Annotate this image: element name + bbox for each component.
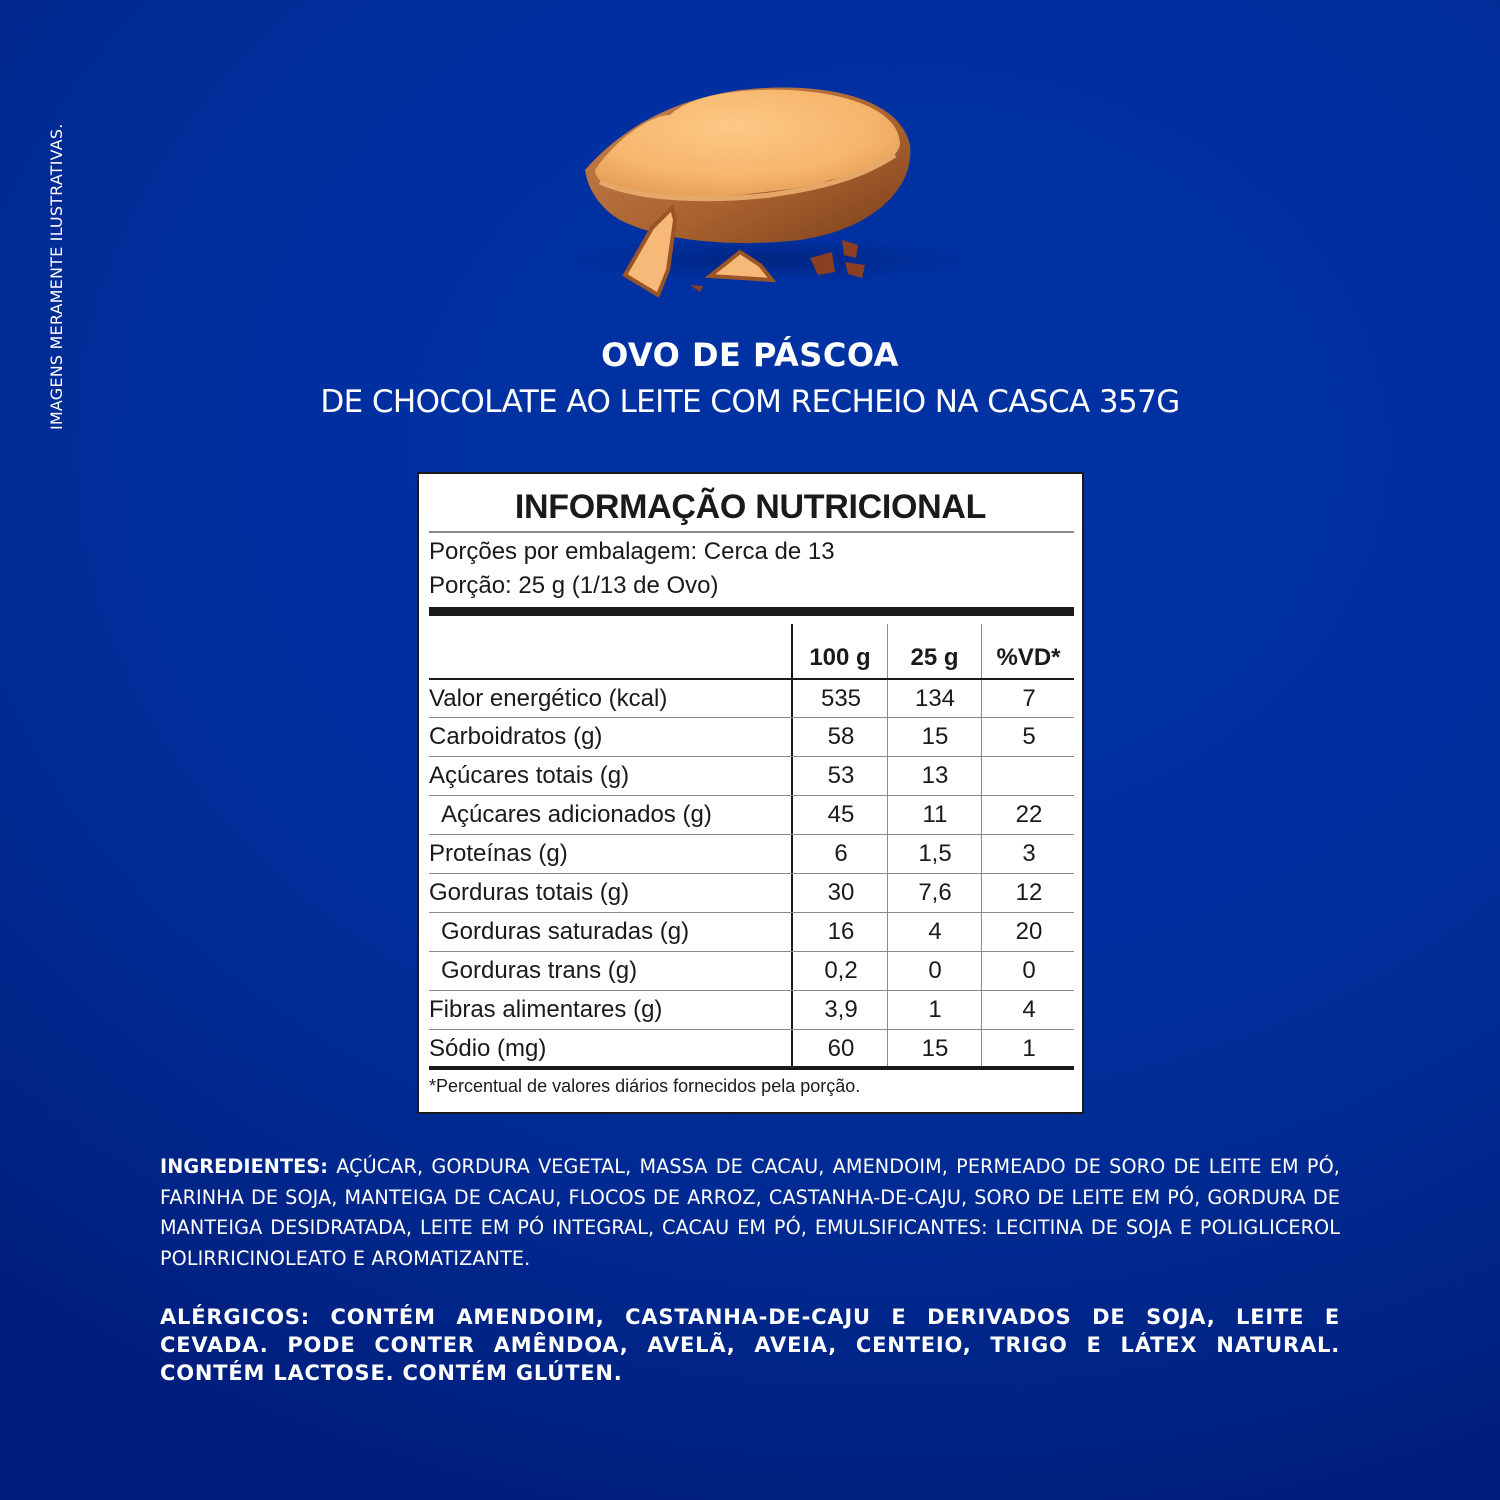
nutrition-row [429, 873, 1074, 912]
divider [429, 531, 1074, 533]
divider-thick [429, 607, 1074, 616]
nutrient-label: Fibras alimentares (g) [429, 996, 663, 1023]
value-100g: 0,2 [791, 952, 889, 990]
value-25g: 1,5 [887, 835, 982, 873]
value-100g: 3,9 [791, 991, 889, 1029]
value-vd: 7 [981, 680, 1076, 717]
ingredients-label: INGREDIENTES: [160, 1155, 329, 1178]
value-100g: 16 [791, 913, 889, 951]
nutrition-row [429, 756, 1074, 795]
chocolate-egg-illustration [540, 60, 970, 310]
serving-size: Porção: 25 g (1/13 de Ovo) [429, 572, 719, 599]
column-header-100g: 100 g [791, 624, 887, 678]
value-vd: 4 [981, 991, 1076, 1029]
nutrient-label: Gorduras totais (g) [429, 879, 630, 906]
product-subtitle: DE CHOCOLATE AO LEITE COM RECHEIO NA CASCA 357G [320, 384, 1180, 420]
nutrition-row [429, 1029, 1074, 1068]
nutrition-footnote: *Percentual de valores diários fornecidos pela porção. [429, 1076, 861, 1096]
nutrient-label: Carboidratos (g) [429, 723, 603, 750]
divider-bottom [429, 1066, 1074, 1070]
value-25g: 7,6 [887, 874, 982, 912]
ingredients-text [160, 1152, 1340, 1274]
nutrient-label: Gorduras trans (g) [441, 957, 638, 984]
nutrition-row [429, 951, 1074, 990]
value-vd: 3 [981, 835, 1076, 873]
servings-per-package: Porções por embalagem: Cerca de 13 [429, 538, 835, 565]
value-25g: 4 [887, 913, 982, 951]
ingredients-list: AÇÚCAR, GORDURA VEGETAL, MASSA DE CACAU, AMENDOIM, PERMEADO DE SORO DE LEITE EM PÓ, FARINHA DE SOJA, MANTEIGA DE CACAU, FLOCOS DE ARROZ, CASTANHA-DE-CAJU, SORO DE LEITE EM PÓ, GORDURA DE MANTEIGA DESIDRATADA, LEITE EM PÓ INTEGRAL, CACAU EM PÓ, EMULSIFICANTES: LECITINA DE SOJA E POLIGLICEROL POLIRRICINOLEATO E AROMATIZANTE. [160, 1155, 1340, 1270]
nutrient-label: Gorduras saturadas (g) [441, 918, 690, 945]
column-header-25g: 25 g [887, 624, 981, 678]
value-100g: 53 [791, 757, 889, 795]
nutrition-row [429, 678, 1074, 717]
value-25g: 15 [887, 718, 982, 756]
nutrient-label: Valor energético (kcal) [429, 684, 668, 712]
value-100g: 30 [791, 874, 889, 912]
nutrition-header-row [429, 624, 1074, 678]
value-25g: 0 [887, 952, 982, 990]
allergens-text: ALÉRGICOS: CONTÉM AMENDOIM, CASTANHA-DE-CAJU E DERIVADOS DE SOJA, LEITE E CEVADA. PODE CONTER AMÊNDOA, AVELÃ, AVEIA, CENTEIO, TRIGO E LÁTEX NATURAL. CONTÉM LACTOSE. CONTÉM GLÚTEN. [160, 1305, 1340, 1385]
nutrition-row [429, 717, 1074, 756]
nutrition-title: INFORMAÇÃO NUTRICIONAL [514, 488, 987, 526]
value-100g: 6 [791, 835, 889, 873]
value-100g: 60 [791, 1030, 889, 1068]
value-25g: 134 [887, 680, 982, 717]
nutrition-row [429, 795, 1074, 834]
nutrition-grid [429, 624, 1074, 1068]
nutrient-label: Açúcares totais (g) [429, 762, 630, 789]
value-vd: 0 [981, 952, 1076, 990]
value-vd: 1 [981, 1030, 1076, 1068]
column-header-vd: %VD* [981, 624, 1075, 678]
value-100g: 535 [791, 680, 889, 717]
value-vd: 22 [981, 796, 1076, 834]
value-vd: 20 [981, 913, 1076, 951]
nutrition-facts-table [417, 472, 1084, 1114]
value-25g: 1 [887, 991, 982, 1029]
value-25g: 13 [887, 757, 982, 795]
nutrition-row [429, 834, 1074, 873]
nutrient-label: Sódio (mg) [429, 1035, 547, 1062]
value-vd [981, 757, 1076, 795]
value-25g: 11 [887, 796, 982, 834]
product-title: OVO DE PÁSCOA [601, 336, 899, 374]
value-100g: 58 [791, 718, 889, 756]
disclaimer-vertical-text: IMAGENS MERAMENTE ILUSTRATIVAS. [47, 123, 66, 430]
value-25g: 15 [887, 1030, 982, 1068]
product-image [540, 60, 970, 310]
nutrient-label: Açúcares adicionados (g) [441, 801, 712, 828]
value-vd: 5 [981, 718, 1076, 756]
value-vd: 12 [981, 874, 1076, 912]
nutrition-row [429, 990, 1074, 1029]
value-100g: 45 [791, 796, 889, 834]
nutrition-row [429, 912, 1074, 951]
nutrient-label: Proteínas (g) [429, 840, 568, 867]
